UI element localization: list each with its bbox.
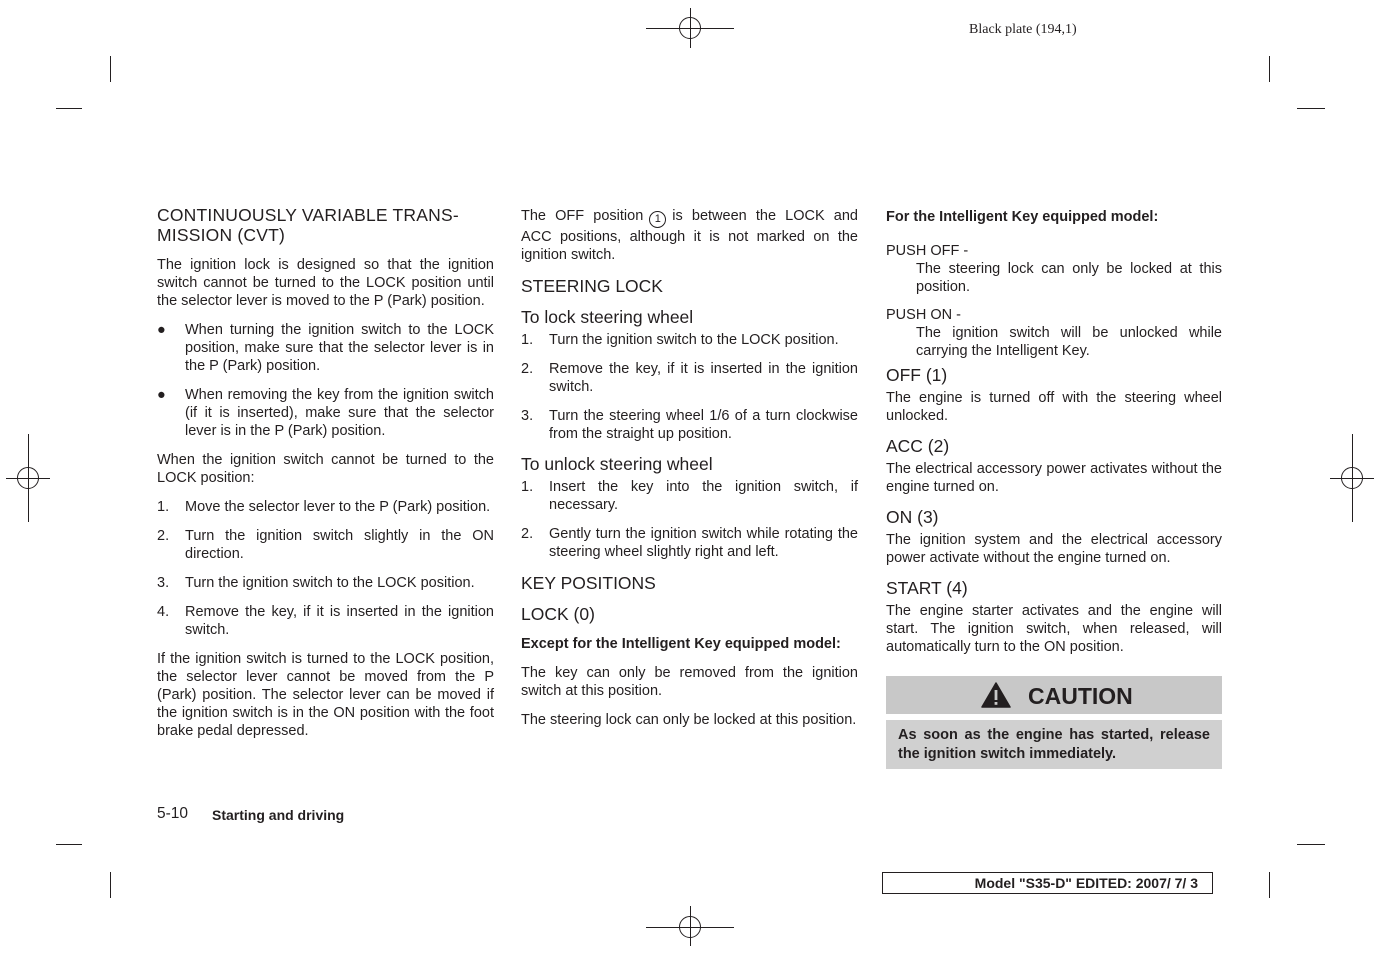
list-number: 1. [157, 499, 170, 515]
crop-mark [56, 844, 82, 845]
registration-mark [679, 17, 701, 39]
list-item [521, 407, 858, 443]
key-removed-text: The key can only be removed from the ignition switch at this position. [521, 665, 858, 699]
start4-heading: START (4) [886, 578, 968, 598]
push-off-label: PUSH OFF - [886, 243, 969, 259]
off-pre: The OFF position [521, 208, 644, 224]
registration-mark [17, 467, 39, 489]
registration-mark [679, 916, 701, 938]
list-number: 2. [521, 526, 534, 542]
crop-mark [56, 108, 82, 109]
list-number: 4. [157, 604, 170, 620]
lock0-heading: LOCK (0) [521, 604, 595, 624]
list-item [157, 527, 494, 563]
caution-text: As soon as the engine has started, release the ignition switch immediately. [898, 727, 1210, 762]
except-ikey-heading: Except for the Intelligent Key equipped model: [521, 636, 841, 652]
column-cvt [157, 205, 494, 740]
circled-number-icon: 1 [649, 211, 666, 228]
to-unlock-heading: To unlock steering wheel [521, 454, 713, 474]
list-text: Turn the steering wheel 1/6 of a turn clockwise from the straight up position. [549, 408, 858, 442]
crop-mark [1297, 844, 1325, 845]
list-text: Turn the ignition switch to the LOCK position. [185, 575, 475, 591]
list-text: Remove the key, if it is inserted in the ignition switch. [549, 361, 858, 395]
model-edited-box: Model "S35-D" EDITED: 2007/ 7/ 3 [882, 872, 1213, 894]
warning-triangle-icon [981, 682, 1011, 708]
bullet-item [157, 386, 494, 440]
registration-mark [1341, 467, 1363, 489]
off1-heading: OFF (1) [886, 365, 948, 385]
acc2-heading: ACC (2) [886, 436, 950, 456]
list-item [521, 478, 858, 514]
bullet-item [157, 321, 494, 375]
bullet-icon: ● [157, 322, 166, 338]
list-item [157, 603, 494, 639]
list-text: Gently turn the ignition switch while rotating the steering wheel slightly right and left. [549, 526, 858, 560]
list-text: Move the selector lever to the P (Park) position. [185, 499, 491, 515]
list-item [157, 498, 494, 516]
off-post: is between the LOCK and ACC positions, although it is not marked on the ignition switch. [521, 208, 858, 263]
list-number: 2. [157, 528, 170, 544]
cvt-intro: The ignition lock is designed so that the ignition switch cannot be turned to the LOCK position until the selector lever is moved to the P (Park) position. [157, 257, 494, 309]
list-number: 2. [521, 361, 534, 377]
crop-mark [1269, 872, 1270, 898]
caution-header [886, 676, 1222, 714]
push-on-label: PUSH ON - [886, 307, 961, 323]
list-item [521, 331, 858, 349]
crop-mark [110, 56, 111, 82]
start4-text: The engine starter activates and the engine will start. The ignition switch, when released, will automatically turn to the ON position. [886, 603, 1222, 655]
bullet-icon: ● [157, 387, 166, 403]
list-item [521, 360, 858, 396]
heading-line: CONTINUOUSLY VARIABLE TRANS- [157, 205, 459, 225]
section-heading-cvt [157, 205, 494, 245]
cannot-turn-text: When the ignition switch cannot be turned to the LOCK position: [157, 452, 494, 486]
key-positions-heading: KEY POSITIONS [521, 573, 656, 593]
heading-line: MISSION (CVT) [157, 225, 286, 245]
off-position-text [521, 207, 858, 264]
list-item [521, 525, 858, 561]
on3-text: The ignition system and the electrical accessory power activate without the engine turned on. [886, 532, 1222, 566]
push-off-text: The steering lock can only be locked at this position. [916, 261, 1222, 295]
list-number: 3. [157, 575, 170, 591]
to-lock-heading: To lock steering wheel [521, 307, 694, 327]
ikey-heading: For the Intelligent Key equipped model: [886, 209, 1159, 225]
list-text: Insert the key into the ignition switch, if necessary. [549, 479, 858, 513]
list-text: Remove the key, if it is inserted in the ignition switch. [185, 604, 494, 638]
list-number: 1. [521, 332, 534, 348]
page-number: 5-10 [157, 805, 189, 822]
caution-body [886, 720, 1222, 769]
bullet-text: When removing the key from the ignition switch (if it is inserted), make sure that the selector lever is in the P (Park) position. [185, 387, 494, 439]
plate-label: Black plate (194,1) [969, 22, 1077, 37]
caution-title: CAUTION [1028, 683, 1133, 709]
bullet-text: When turning the ignition switch to the LOCK position, make sure that the selector lever is in the P (Park) position. [185, 322, 494, 374]
crop-mark [1269, 56, 1270, 82]
acc2-text: The electrical accessory power activates without the engine turned on. [886, 461, 1222, 495]
list-item [157, 574, 494, 592]
crop-mark [1297, 108, 1325, 109]
list-number: 3. [521, 408, 534, 424]
closing-text: If the ignition switch is turned to the LOCK position, the selector lever cannot be moved from the P (Park) position. The selector lever can be moved if the ignition switch is in the ON position with the foot brake pedal depressed. [157, 651, 494, 739]
steering-lock-heading: STEERING LOCK [521, 276, 663, 296]
steering-locked-text: The steering lock can only be locked at this position. [521, 712, 857, 728]
column-steering [521, 207, 858, 729]
section-name: Starting and driving [212, 807, 345, 823]
list-text: Turn the ignition switch to the LOCK position. [549, 332, 839, 348]
off1-text: The engine is turned off with the steering wheel unlocked. [886, 390, 1222, 424]
column-key-positions [886, 208, 1222, 656]
crop-mark [110, 872, 111, 898]
list-text: Turn the ignition switch slightly in the ON direction. [185, 528, 494, 562]
on3-heading: ON (3) [886, 507, 939, 527]
list-number: 1. [521, 479, 534, 495]
push-on-text: The ignition switch will be unlocked while carrying the Intelligent Key. [916, 325, 1222, 359]
